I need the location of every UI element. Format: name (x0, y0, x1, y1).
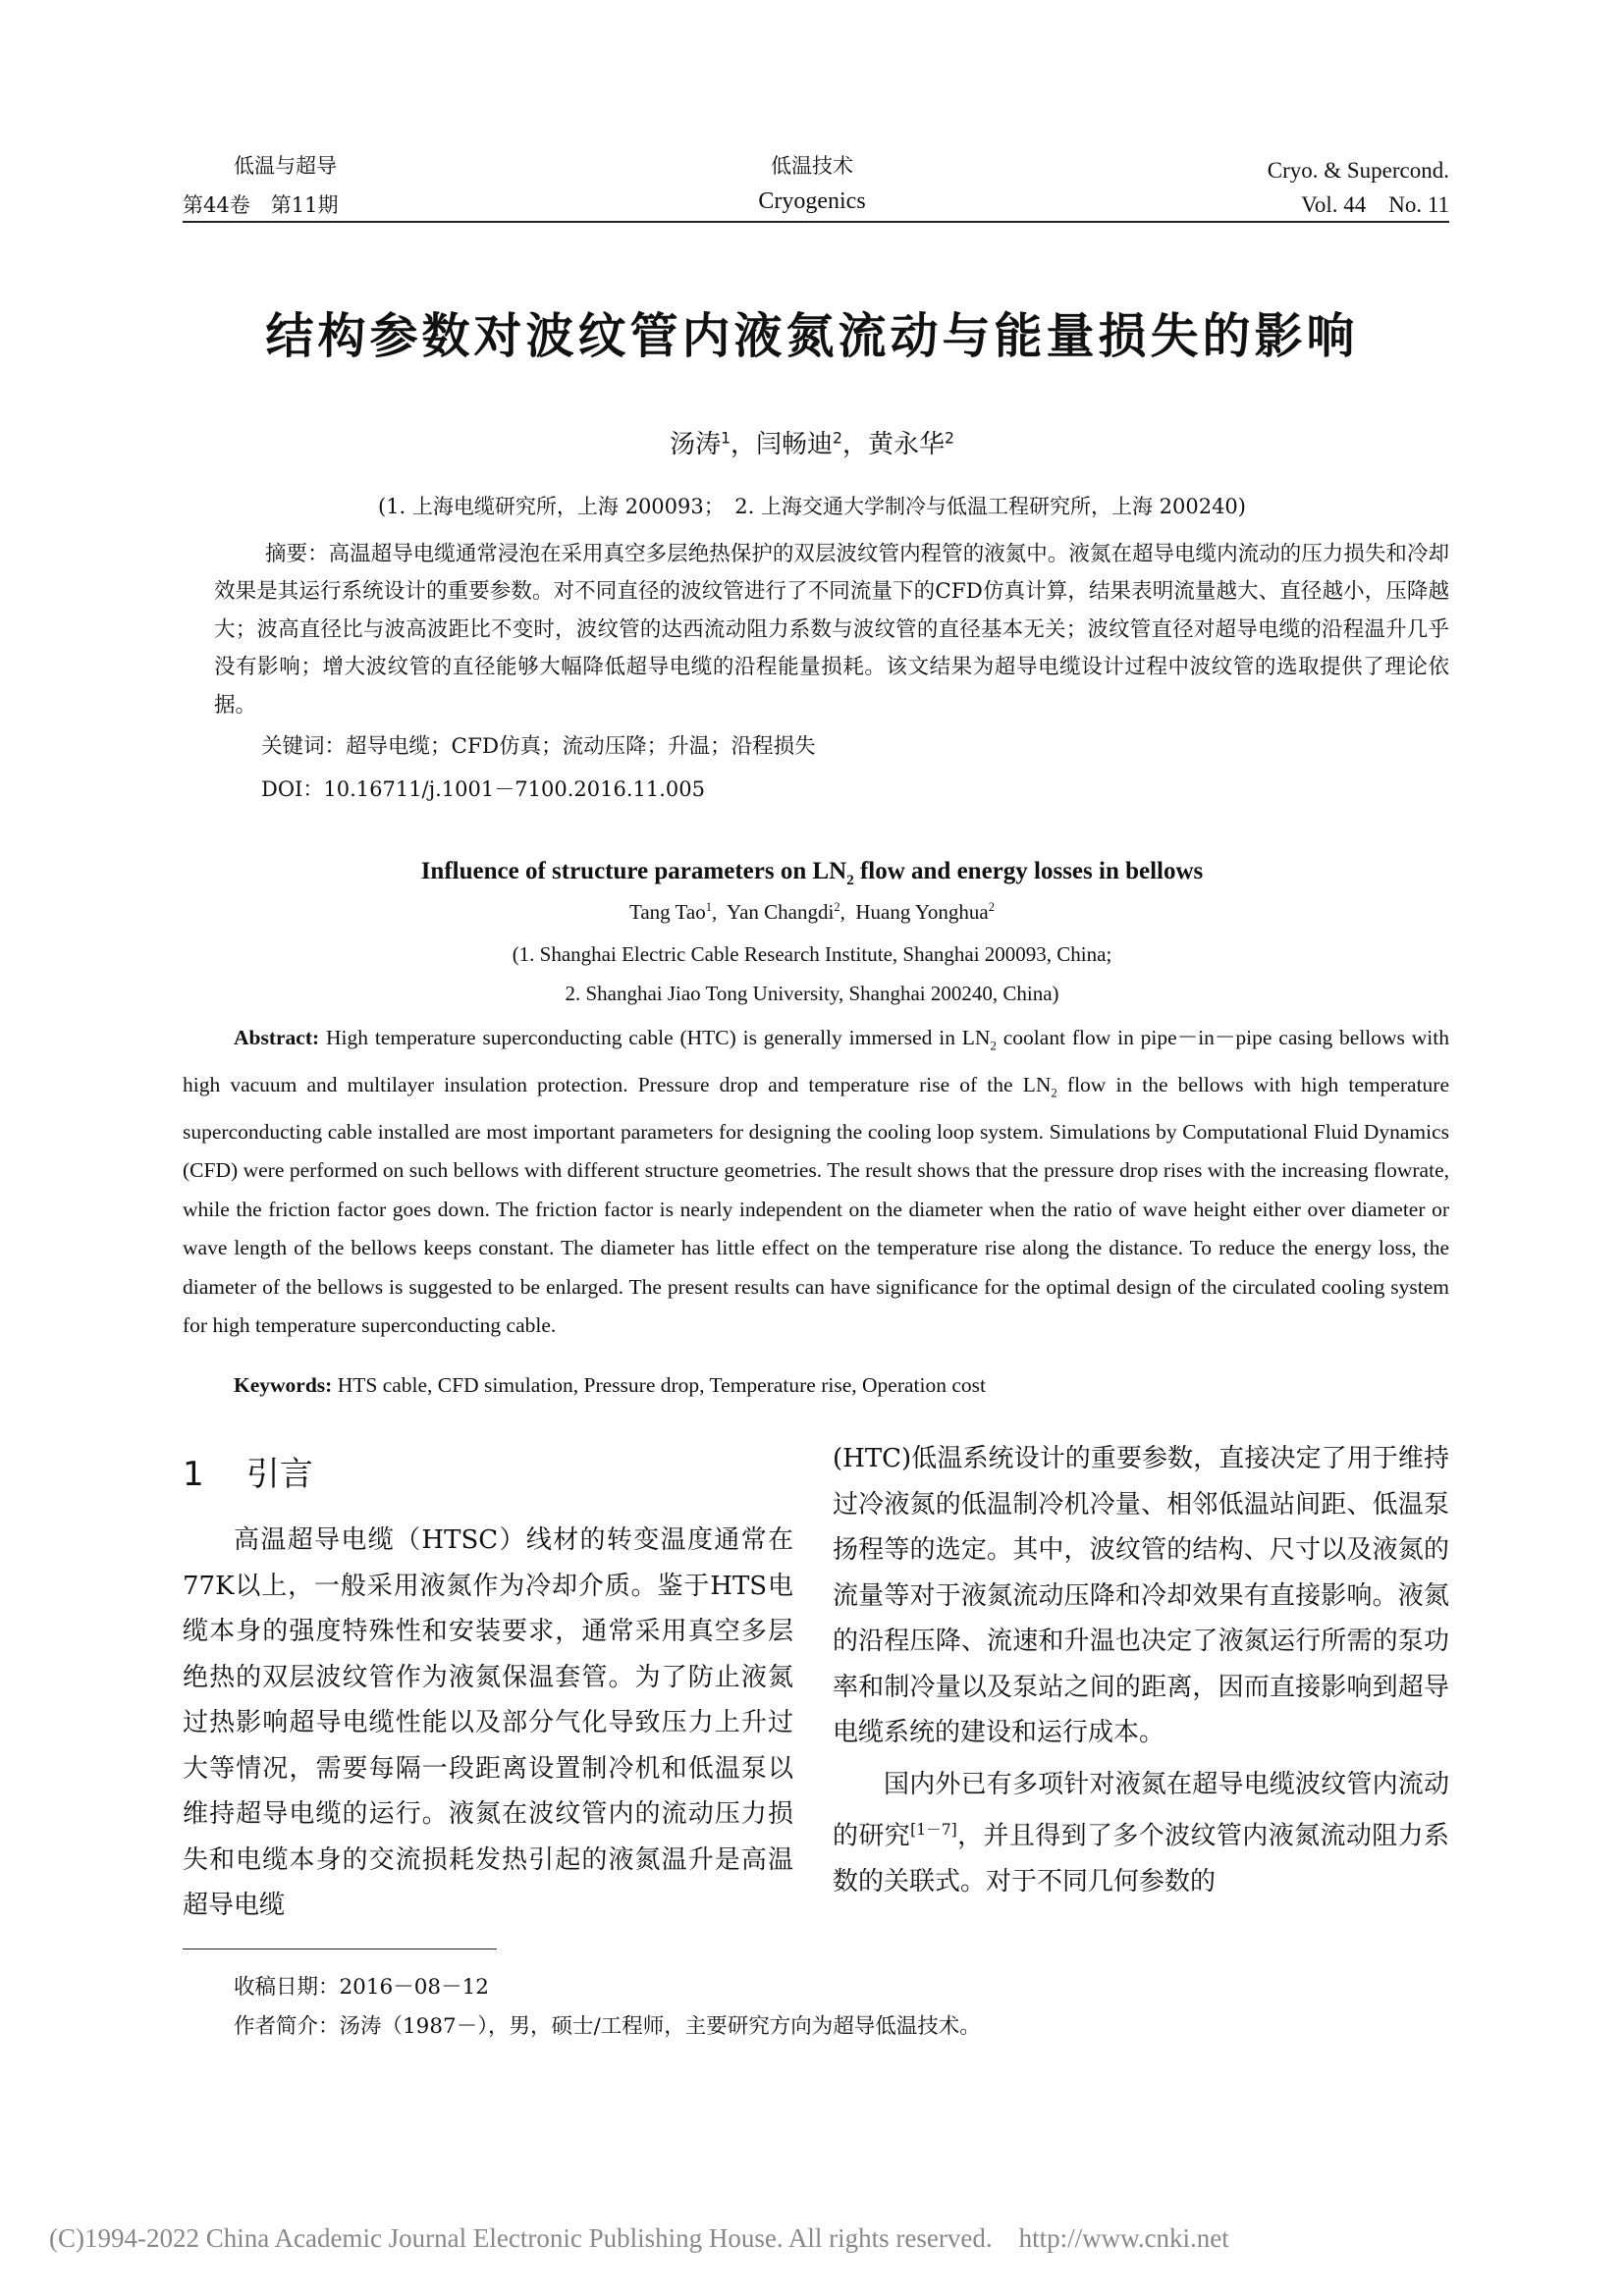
author-name: Tang Tao (628, 900, 706, 924)
header-rule (183, 221, 1449, 223)
affiliation-en-1: (1. Shanghai Electric Cable Research Institute, Shanghai 200093, China; (512, 942, 1112, 966)
copyright-footer: (C)1994-2022 China Academic Journal Electronic Publishing House. All rights reserved. http://www.cnki.net (49, 2223, 1229, 2253)
author-affil-mark: 1 (721, 429, 731, 448)
volume-issue-en: Vol. 44 No. 11 (1301, 192, 1449, 217)
affiliation-en-2: 2. Shanghai Jiao Tong University, Shanghai 200240, China) (565, 982, 1059, 1005)
author-separator: ， (731, 430, 757, 459)
author-name: 闫畅迪 (756, 430, 834, 459)
citation-ref: [1－7] (910, 1821, 957, 1839)
abstract-en: Abstract: High temperature superconducting cable (HTC) is generally immersed in $LN_2$ coolant flow in pipe－in－pipe casing bellows with high vacuum and multilayer insulation protection. Pressure drop and temperature rise of the $LN_2$ flow in the bellows with high temperature superconducting cable installed are most important parameters for designing the cooling loop system. Simulations by Computational Fluid Dynamics (CFD) were performed on such bellows with different structure geometries. The result shows that the pressure drop rises with the increasing flowrate, while the friction factor goes down. The friction factor is nearly independent on the diameter when the ratio of wave height either over diameter or wave length of the bellows keeps constant. The diameter has little effect on the temperature rise along the distance. To reduce the energy loss, the diameter of the bellows is suggested to be enlarged. The present results can have significance for the optimal design of the circulated cooling system for high temperature superconducting cable. (183, 1026, 1450, 1338)
author-affil-mark: 2 (833, 429, 842, 448)
section-heading (183, 1447, 313, 1495)
volume-issue-zh: 第44卷 第11期 (183, 193, 339, 217)
body-paragraph: 国内外已有多项针对液氮在超导电缆波纹管内流动的研究[1－7]，并且得到了多个波纹管内液氮流动阻力系数的关联式。对于不同几何参数的 (833, 1769, 1449, 1897)
author-name: 汤涛 (670, 430, 722, 459)
section-number: 1 (183, 1455, 204, 1494)
paper-title-en: Influence of structure parameters on $LN_2$ flow and energy losses in bellows (420, 858, 1204, 888)
author-name: Huang Yonghua (855, 900, 989, 924)
body-paragraph: 高温超导电缆（HTSC）线材的转变温度通常在77K以上，一般采用液氮作为冷却介质。鉴于HTS电缆本身的强度特殊性和安装要求，通常采用真空多层绝热的双层波纹管作为液氮保温套管。为了防止液氮过热影响超导电缆性能以及部分气化导致压力上升过大等情况，需要每隔一段距离设置制冷机和低温泵以维持超导电缆的运行。液氮在波纹管内的流动压力损失和电缆本身的交流损耗发热引起的液氮温升是高温超导电缆 (183, 1525, 793, 1920)
body-column-left (183, 1518, 793, 1929)
footnote-author-bio: 作者简介：汤涛（1987－），男，硕士/工程师，主要研究方向为超导低温技术。 (234, 2014, 981, 2039)
section-title: 引言 (245, 1455, 313, 1494)
keywords-zh: 关键词：超导电缆；CFD仿真；流动压降；升温；沿程损失 (261, 734, 816, 759)
abstract-label: Abstract: (234, 1026, 320, 1049)
column-name-zh: 低温技术 (771, 154, 853, 178)
paper-title: 结构参数对波纹管内液氮流动与能量损失的影响 (265, 308, 1359, 364)
author-list (0, 424, 1624, 460)
doi: DOI：10.16711/j.1001－7100.2016.11.005 (261, 777, 705, 801)
journal-name-en: Cryo. & Supercond. (1267, 158, 1449, 183)
affiliations-zh: (1. 上海电缆研究所，上海 200093； 2. 上海交通大学制冷与低温工程研究所，上海 200240) (378, 495, 1246, 518)
footnote-received: 收稿日期：2016－08－12 (234, 1975, 489, 2000)
author-affil-mark: 2 (945, 429, 954, 448)
author-name: 黄永华 (867, 430, 945, 459)
author-name: Yan Changdi (727, 900, 835, 924)
column-name-en: Cryogenics (758, 188, 866, 214)
body-column-right (833, 1436, 1449, 1905)
abstract-zh: 摘要：高温超导电缆通常浸泡在采用真空多层绝热保护的双层波纹管内程管的液氮中。液氮在超导电缆内流动的压力损失和冷却效果是其运行系统设计的重要参数。对不同直径的波纹管进行了不同流量下的CFD仿真计算，结果表明流量越大、直径越小，压降越大；波高直径比与波高波距比不变时，波纹管的达西流动阻力系数与波纹管的直径基本无关；波纹管直径对超导电缆的沿程温升几乎没有影响；增大波纹管的直径能够大幅降低超导电缆的沿程能量损耗。该文结果为超导电缆设计过程中波纹管的选取提供了理论依据。 (214, 542, 1449, 718)
body-paragraph: (HTC)低温系统设计的重要参数，直接决定了用于维持过冷液氮的低温制冷机冷量、相邻低温站间距、低温泵扬程等的选定。其中，波纹管的结构、尺寸以及液氮的流量等对于液氮流动压降和冷却效果有直接影响。液氮的沿程压降、流速和升温也决定了液氮运行所需的泵功率和制冷量以及泵站之间的距离，因而直接影响到超导电缆系统的建设和运行成本。 (833, 1444, 1449, 1747)
author-separator: ， (841, 430, 868, 459)
journal-name-zh: 低温与超导 (234, 154, 337, 178)
author-list-en: Tang Tao$^1$, Yan Changdi$^2$, Huang Yonghua$^2$ (628, 900, 995, 924)
keywords-label: Keywords: (234, 1373, 333, 1397)
keywords-en: Keywords: HTS cable, CFD simulation, Pressure drop, Temperature rise, Operation cost (234, 1373, 986, 1397)
